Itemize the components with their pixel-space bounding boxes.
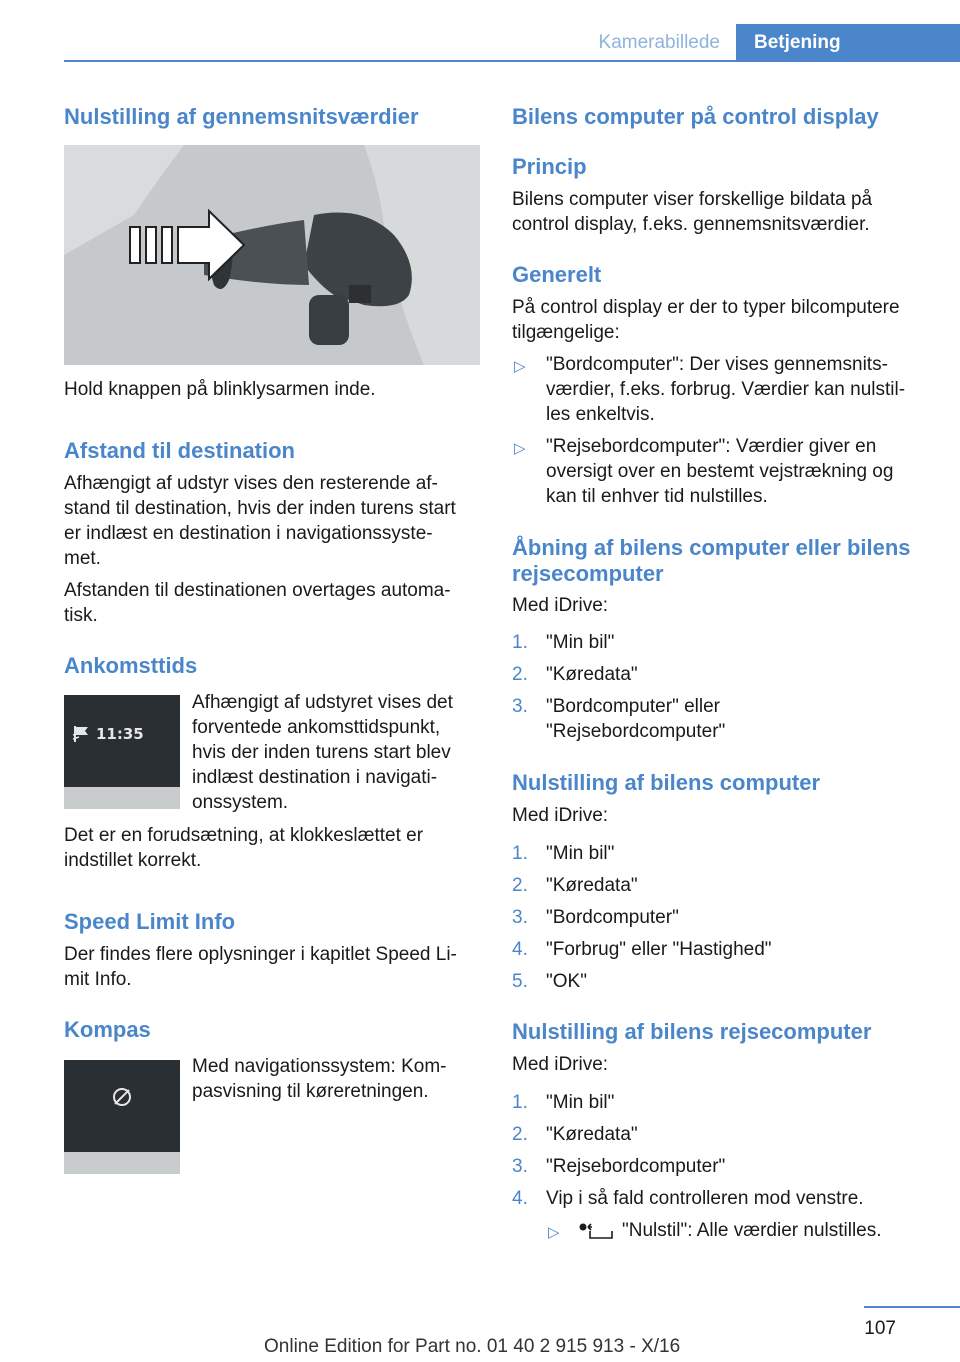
text-line: Afhængigt af udstyr vises den resterende af- xyxy=(64,473,438,494)
text-line: "Rejsebordcomputer" xyxy=(546,1156,726,1177)
section-title-principle: Princip xyxy=(512,154,587,179)
text-line: met. xyxy=(64,548,101,569)
text-with-idrive: Med iDrive: xyxy=(512,595,609,616)
image-turn-signal-stalk xyxy=(64,145,480,365)
step-number: 2. xyxy=(512,664,528,685)
text-line: "Min bil" xyxy=(546,1092,615,1113)
section-title-general: Generelt xyxy=(512,262,602,287)
step-number: 1. xyxy=(512,1092,528,1113)
list-item xyxy=(512,630,942,655)
text-line: "Min bil" xyxy=(546,843,615,864)
text-line: Det er en forudsætning, at klokkeslættet er xyxy=(64,825,424,846)
text-line: "Forbrug" eller "Hastighed" xyxy=(546,939,772,960)
list-item xyxy=(512,1186,952,1211)
section-title-reset-trip-computer: Nulstilling af bilens rejsecomputer xyxy=(512,1019,872,1044)
text-line: onssystem. xyxy=(192,792,289,813)
text-with-idrive: Med iDrive: xyxy=(512,1054,609,1075)
footer-edition: Online Edition for Part no. 01 40 2 915 913 - X/16 xyxy=(264,1336,681,1357)
list-item xyxy=(512,1090,952,1115)
step-number: 3. xyxy=(512,907,528,928)
flag-icon xyxy=(72,724,92,744)
heading-line: rejsecomputer xyxy=(512,561,664,586)
triangle-bullet-icon: ▷ xyxy=(548,1224,560,1241)
computer-types-list xyxy=(512,352,942,516)
text-line: "Køredata" xyxy=(546,1124,638,1145)
step-number: 4. xyxy=(512,1188,528,1209)
text-line: På control display er der to typer bilcomputere xyxy=(512,297,900,318)
text-line: kan til enhver tid nulstilles. xyxy=(546,486,768,507)
caption-hold-button: Hold knappen på blinklysarmen inde. xyxy=(64,379,376,400)
text-line: mit Info. xyxy=(64,969,132,990)
compass-icon xyxy=(111,1086,133,1108)
text-line: tilgængelige: xyxy=(512,322,620,343)
step-number: 2. xyxy=(512,1124,528,1145)
list-item xyxy=(512,905,942,930)
image-arrival-time-display xyxy=(64,695,180,809)
paragraph-distance xyxy=(64,471,484,571)
header-rule xyxy=(64,60,960,62)
step-number: 4. xyxy=(512,939,528,960)
text-line: indstillet korrekt. xyxy=(64,850,202,871)
step-number: 1. xyxy=(512,843,528,864)
text-line: "Min bil" xyxy=(546,632,615,653)
list-item xyxy=(512,434,942,509)
section-title-reset-computer: Nulstilling af bilens computer xyxy=(512,770,821,795)
text-line: indlæst destination i navigati- xyxy=(192,767,438,788)
text-line: Med navigationssystem: Kom- xyxy=(192,1056,447,1077)
list-item xyxy=(512,873,942,898)
arrival-clock: 11:35 xyxy=(96,725,144,743)
text-line: er indlæst en destination i navigationssyste- xyxy=(64,523,433,544)
text-line: oversigt over en bestemt vejstrækning og xyxy=(546,461,894,482)
text-line: control display, f.eks. gennemsnitsværdier. xyxy=(512,214,870,235)
list-item xyxy=(512,1122,952,1147)
section-title-reset-averages: Nulstilling af gennemsnitsværdier xyxy=(64,104,419,129)
section-title-open-computer xyxy=(512,535,911,587)
section-title-arrival: Ankomsttids xyxy=(64,653,198,678)
section-title-car-computer: Bilens computer på control display xyxy=(512,104,879,129)
text-line: pasvisning til køreretningen. xyxy=(192,1081,429,1102)
header-section-title: Kamerabillede xyxy=(598,32,720,53)
step-number: 1. xyxy=(512,632,528,653)
page-number: 107 xyxy=(864,1318,896,1339)
text-line: Vip i så fald controlleren mod venstre. xyxy=(546,1188,864,1209)
text-line: værdier, f.eks. forbrug. Værdier kan nulstil- xyxy=(546,379,906,400)
text-line: "Rejsebordcomputer": Værdier giver en xyxy=(546,436,877,457)
text-line: Der findes flere oplysninger i kapitlet Speed Li- xyxy=(64,944,457,965)
triangle-bullet-icon: ▷ xyxy=(514,440,526,457)
text-line: Afhængigt af udstyret vises det xyxy=(192,692,453,713)
section-title-speed-limit: Speed Limit Info xyxy=(64,909,236,934)
text-line: les enkeltvis. xyxy=(546,404,655,425)
step-number: 3. xyxy=(512,696,528,717)
controller-tilt-left-icon xyxy=(578,1221,614,1241)
text-line: Afstanden til destinationen overtages automa- xyxy=(64,580,451,601)
paragraph-arrival xyxy=(192,690,492,815)
text-line: "Bordcomputer" eller xyxy=(546,696,721,717)
paragraph-principle xyxy=(512,187,942,237)
list-item xyxy=(512,352,942,427)
text-line: "Køredata" xyxy=(546,875,638,896)
reset-steps-list xyxy=(512,841,942,1001)
text-line: "OK" xyxy=(546,971,587,992)
open-steps-list xyxy=(512,630,942,751)
text-line: "Bordcomputer": Der vises gennemsnits- xyxy=(546,354,888,375)
reset-trip-steps-list xyxy=(512,1090,952,1218)
display-strip xyxy=(64,787,180,809)
text-line: forventede ankomsttidspunkt, xyxy=(192,717,441,738)
display-strip xyxy=(64,1152,180,1174)
list-item xyxy=(512,662,942,687)
paragraph-clock-requirement xyxy=(64,823,484,873)
list-item xyxy=(512,841,942,866)
list-item xyxy=(512,937,942,962)
triangle-bullet-icon: ▷ xyxy=(514,358,526,375)
text-line: Bilens computer viser forskellige bildata på xyxy=(512,189,873,210)
list-item xyxy=(512,969,942,994)
list-item xyxy=(512,694,942,744)
text-with-idrive: Med iDrive: xyxy=(512,805,609,826)
header-tab-active: Betjening xyxy=(736,24,960,62)
paragraph-compass xyxy=(192,1054,492,1104)
paragraph-distance-auto xyxy=(64,578,484,628)
text-line: "Bordcomputer" xyxy=(546,907,679,928)
text-line: stand til destination, hvis der inden turens start xyxy=(64,498,456,519)
text-line: "Køredata" xyxy=(546,664,638,685)
image-compass-display xyxy=(64,1060,180,1174)
text-line: "Rejsebordcomputer" xyxy=(546,721,726,742)
stalk-illustration xyxy=(64,145,480,365)
step-number: 3. xyxy=(512,1156,528,1177)
step-number: 2. xyxy=(512,875,528,896)
text-line: hvis der inden turens start blev xyxy=(192,742,451,763)
heading-line: Åbning af bilens computer eller bilens xyxy=(512,535,911,560)
list-item xyxy=(512,1154,952,1179)
paragraph-speed-limit xyxy=(64,942,484,992)
paragraph-general xyxy=(512,295,942,345)
section-title-compass: Kompas xyxy=(64,1017,151,1042)
step-number: 5. xyxy=(512,971,528,992)
text-line: tisk. xyxy=(64,605,98,626)
footer-rule xyxy=(864,1306,960,1308)
section-title-distance: Afstand til destination xyxy=(64,438,295,463)
sub-bullet-text: "Nulstil": Alle værdier nulstilles. xyxy=(622,1220,882,1241)
